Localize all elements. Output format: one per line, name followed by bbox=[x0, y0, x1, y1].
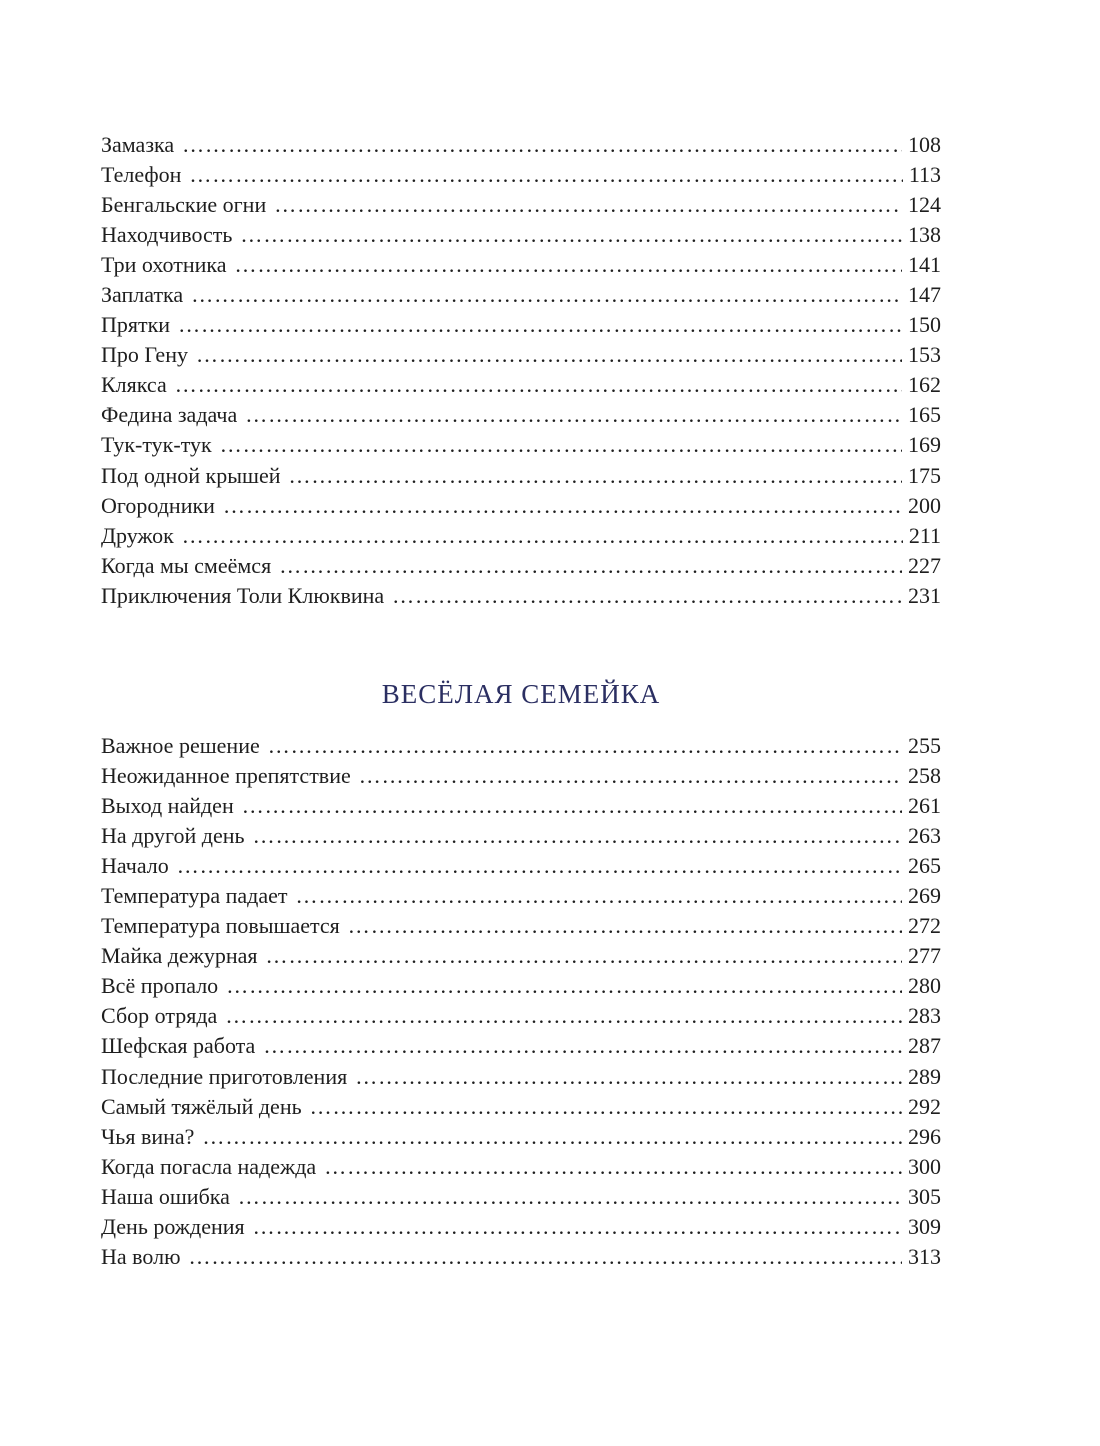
toc-entry-title: День рождения bbox=[101, 1213, 245, 1239]
toc-entry[interactable] bbox=[101, 1092, 941, 1122]
toc-entry-title: Приключения Толи Клюквина bbox=[101, 582, 385, 608]
toc-entry-page-number: 283 bbox=[908, 1003, 941, 1029]
toc-entry-title: Бенгальские огни bbox=[101, 192, 267, 218]
toc-entry-page-number: 231 bbox=[908, 582, 941, 608]
dot-leader bbox=[238, 1182, 902, 1212]
toc-entry-title: Температура повышается bbox=[101, 913, 340, 939]
toc-entry-page-number: 296 bbox=[908, 1123, 941, 1149]
dot-leader bbox=[242, 791, 902, 821]
toc-entry-page-number: 108 bbox=[908, 132, 941, 157]
dot-leader bbox=[177, 851, 902, 881]
toc-entry-page-number: 313 bbox=[908, 1243, 941, 1269]
dot-leader bbox=[266, 941, 902, 971]
dot-leader bbox=[392, 581, 902, 611]
dot-leader bbox=[310, 1092, 902, 1122]
toc-entry[interactable] bbox=[101, 280, 941, 310]
toc-entry-page-number: 280 bbox=[908, 973, 941, 999]
toc-entry-title: Тук-тук-тук bbox=[101, 432, 212, 458]
toc-entry-page-number: 211 bbox=[908, 522, 941, 548]
toc-entry-title: Самый тяжёлый день bbox=[101, 1093, 302, 1119]
toc-entry-page-number: 200 bbox=[908, 492, 941, 518]
toc-entry[interactable] bbox=[101, 160, 941, 190]
toc-entry-page-number: 150 bbox=[908, 312, 941, 338]
toc-entry-title: Когда мы смеёмся bbox=[101, 552, 272, 578]
toc-entry-page-number: 175 bbox=[908, 462, 941, 488]
dot-leader bbox=[279, 551, 902, 581]
toc-entry[interactable] bbox=[101, 821, 941, 851]
toc-entry[interactable] bbox=[101, 491, 941, 521]
toc-entry[interactable] bbox=[101, 881, 941, 911]
toc-entry-page-number: 300 bbox=[908, 1153, 941, 1179]
dot-leader bbox=[263, 1031, 902, 1061]
toc-entry[interactable] bbox=[101, 461, 941, 491]
toc-entry-page-number: 165 bbox=[908, 402, 941, 428]
dot-leader bbox=[295, 881, 902, 911]
toc-entry[interactable] bbox=[101, 551, 941, 581]
toc-entry[interactable] bbox=[101, 521, 941, 551]
toc-entry-page-number: 263 bbox=[908, 823, 941, 849]
toc-entry[interactable] bbox=[101, 220, 941, 250]
toc-entry-page-number: 255 bbox=[908, 733, 941, 758]
dot-leader bbox=[274, 190, 902, 220]
toc-list-part1 bbox=[101, 130, 941, 611]
toc-entry-title: Когда погасла надежда bbox=[101, 1153, 317, 1179]
toc-entry-page-number: 124 bbox=[908, 192, 941, 218]
toc-entry[interactable] bbox=[101, 1001, 941, 1031]
dot-leader bbox=[202, 1122, 902, 1152]
toc-entry-title: Выход найден bbox=[101, 793, 234, 819]
toc-entry-title: Находчивость bbox=[101, 222, 233, 248]
toc-entry[interactable] bbox=[101, 1212, 941, 1242]
toc-entry-title: Про Гену bbox=[101, 342, 188, 368]
toc-entry-title: Федина задача bbox=[101, 402, 238, 428]
dot-leader bbox=[253, 821, 902, 851]
dot-leader bbox=[178, 310, 902, 340]
dot-leader bbox=[234, 250, 902, 280]
toc-entry-page-number: 169 bbox=[908, 432, 941, 458]
dot-leader bbox=[220, 430, 902, 460]
toc-entry-title: На волю bbox=[101, 1243, 181, 1269]
toc-entry-page-number: 269 bbox=[908, 883, 941, 909]
toc-entry-page-number: 261 bbox=[908, 793, 941, 819]
toc-entry[interactable] bbox=[101, 761, 941, 791]
toc-entry[interactable] bbox=[101, 1242, 941, 1272]
toc-entry-page-number: 305 bbox=[908, 1183, 941, 1209]
dot-leader bbox=[253, 1212, 902, 1242]
toc-entry[interactable] bbox=[101, 340, 941, 370]
dot-leader bbox=[191, 280, 902, 310]
toc-entry[interactable] bbox=[101, 1182, 941, 1212]
dot-leader bbox=[182, 130, 902, 160]
toc-entry[interactable] bbox=[101, 851, 941, 881]
toc-entry[interactable] bbox=[101, 310, 941, 340]
dot-leader bbox=[359, 761, 902, 791]
toc-entry-title: Сбор отряда bbox=[101, 1003, 218, 1029]
toc-entry-title: На другой день bbox=[101, 823, 245, 849]
toc-entry[interactable] bbox=[101, 400, 941, 430]
toc-entry-page-number: 258 bbox=[908, 763, 941, 789]
dot-leader bbox=[175, 370, 902, 400]
toc-entry[interactable] bbox=[101, 190, 941, 220]
dot-leader bbox=[245, 400, 902, 430]
toc-entry-page-number: 289 bbox=[908, 1063, 941, 1089]
toc-entry-title: Заплатка bbox=[101, 282, 184, 308]
toc-entry[interactable] bbox=[101, 1031, 941, 1061]
toc-entry-page-number: 272 bbox=[908, 913, 941, 939]
dot-leader bbox=[348, 911, 902, 941]
dot-leader bbox=[189, 160, 902, 190]
toc-entry-title: Под одной крышей bbox=[101, 462, 281, 488]
toc-entry[interactable] bbox=[101, 430, 941, 460]
toc-entry-title: Чья вина? bbox=[101, 1123, 195, 1149]
toc-entry[interactable] bbox=[101, 1122, 941, 1152]
dot-leader bbox=[196, 340, 902, 370]
toc-entry-title: Температура падает bbox=[101, 883, 288, 909]
toc-entry-title: Замазка bbox=[101, 132, 175, 157]
toc-entry-page-number: 265 bbox=[908, 853, 941, 879]
toc-entry-page-number: 287 bbox=[908, 1033, 941, 1059]
toc-entry-title: Майка дежурная bbox=[101, 943, 258, 969]
toc-entry-title: Неожиданное препятствие bbox=[101, 763, 351, 789]
dot-leader bbox=[226, 971, 902, 1001]
section-heading: ВЕСЁЛАЯ СЕМЕЙКА bbox=[381, 679, 661, 709]
toc-entry-page-number: 309 bbox=[908, 1213, 941, 1239]
toc-entry-title: Наша ошибка bbox=[101, 1183, 230, 1209]
toc-entry-page-number: 227 bbox=[908, 552, 941, 578]
toc-entry-title: Клякса bbox=[101, 372, 167, 398]
toc-entry-title: Начало bbox=[101, 853, 169, 879]
toc-entry-page-number: 141 bbox=[908, 252, 941, 278]
toc-entry-page-number: 138 bbox=[908, 222, 941, 248]
toc-entry[interactable] bbox=[101, 941, 941, 971]
toc-entry-title: Телефон bbox=[101, 162, 182, 188]
dot-leader bbox=[225, 1001, 902, 1031]
toc-entry[interactable] bbox=[101, 370, 941, 400]
toc-entry[interactable] bbox=[101, 250, 941, 280]
toc-entry-title: Прятки bbox=[101, 312, 171, 338]
dot-leader bbox=[182, 521, 903, 551]
toc-entry-page-number: 292 bbox=[908, 1093, 941, 1119]
toc-entry-title: Огородники bbox=[101, 492, 215, 518]
dot-leader bbox=[189, 1242, 902, 1272]
toc-entry[interactable] bbox=[101, 971, 941, 1001]
dot-leader bbox=[268, 731, 902, 761]
toc-list-part2 bbox=[101, 731, 941, 1272]
toc-entry[interactable] bbox=[101, 911, 941, 941]
toc-entry-page-number: 162 bbox=[908, 372, 941, 398]
toc-entry[interactable] bbox=[101, 1062, 941, 1092]
toc-entry-page-number: 277 bbox=[908, 943, 941, 969]
toc-entry-page-number: 153 bbox=[908, 342, 941, 368]
dot-leader bbox=[324, 1152, 902, 1182]
toc-entry-title: Последние приготовления bbox=[101, 1063, 348, 1089]
toc-entry[interactable] bbox=[101, 1152, 941, 1182]
toc-entry-title: Шефская работа bbox=[101, 1033, 256, 1059]
dot-leader bbox=[355, 1062, 902, 1092]
toc-entry-title: Важное решение bbox=[101, 733, 260, 758]
toc-entry-page-number: 147 bbox=[908, 282, 941, 308]
dot-leader bbox=[223, 491, 902, 521]
dot-leader bbox=[289, 461, 902, 491]
toc-entry-title: Три охотника bbox=[101, 252, 227, 278]
toc-entry-page-number: 113 bbox=[908, 162, 941, 188]
toc-entry[interactable] bbox=[101, 791, 941, 821]
toc-entry[interactable] bbox=[101, 731, 941, 761]
toc-entry-title: Дружок bbox=[101, 522, 174, 548]
toc-entry[interactable] bbox=[101, 130, 941, 160]
toc-entry-title: Всё пропало bbox=[101, 973, 219, 999]
dot-leader bbox=[240, 220, 902, 250]
toc-entry[interactable] bbox=[101, 581, 941, 611]
